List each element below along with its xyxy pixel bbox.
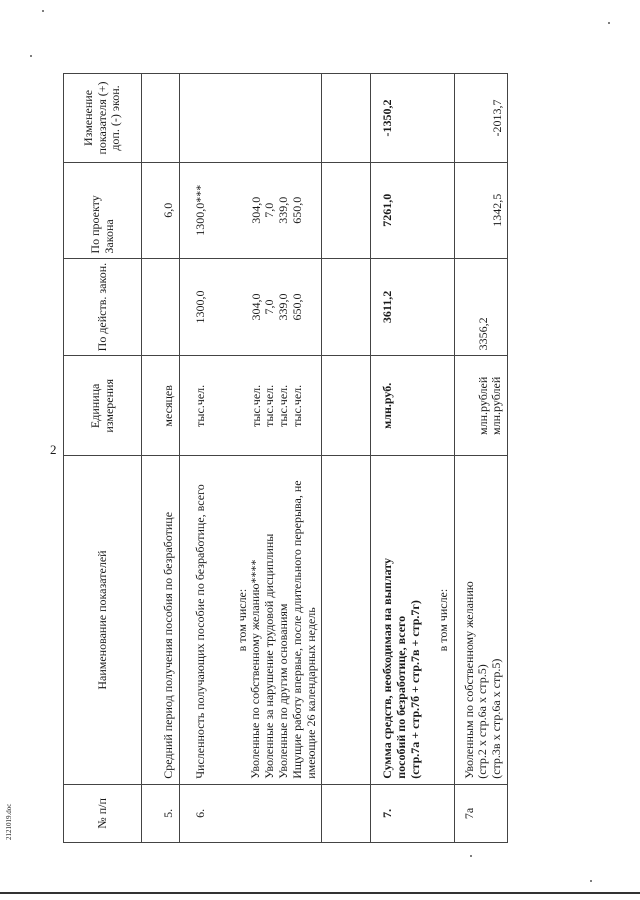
- row-unit: млн.руб.: [371, 356, 454, 456]
- row-num: 7а: [454, 784, 508, 842]
- table-row: [322, 74, 371, 843]
- row-7a-unit-l1: млн.рублей: [475, 376, 490, 435]
- row-project: [179, 163, 322, 259]
- row-num: 6.: [179, 784, 322, 842]
- row-project: 6,0: [142, 163, 180, 259]
- row-unit: месяцев: [142, 356, 180, 456]
- indicators-table: [63, 73, 508, 843]
- row-6b-name: Уволенные за нарушение трудовой дисциплины: [262, 533, 277, 779]
- table-header-row: [64, 74, 142, 843]
- table-row: [371, 74, 454, 843]
- row-unit: [454, 356, 508, 456]
- bottom-rule: [0, 892, 640, 894]
- header-current: По действ. закон.: [64, 258, 142, 356]
- row-6b-current: 7,0: [262, 299, 277, 315]
- header-change: Изменение показателя (+) доп. (-) экон.: [64, 74, 142, 163]
- row-6c-name: Уволенные по другим основаниям: [275, 603, 290, 779]
- row-7-name-l3: (стр.7а + стр.7б + стр.7в + стр.7г): [407, 600, 422, 779]
- row-project: 7261,0: [371, 163, 454, 259]
- header-name: Наименование показателей: [64, 456, 142, 784]
- header-unit: Единица измерения: [64, 356, 142, 456]
- row-6d-current: 650,0: [289, 293, 304, 321]
- table-row: [454, 74, 508, 843]
- row-6d-project: 650,0: [289, 196, 304, 224]
- row-current: 3356,2: [454, 258, 508, 356]
- row-6a-unit: тыс.чел.: [248, 384, 263, 427]
- row-6d-name: Ищущие работу впервые, после длительного перерыва, не имеющие 26 календарных недель: [289, 480, 318, 779]
- row-6b-project: 7,0: [262, 202, 277, 218]
- row-name: [454, 456, 508, 784]
- row-name: Средний период получения пособия по безработице: [142, 456, 180, 784]
- row-change: -1350,2: [371, 74, 454, 163]
- row-6c-unit: тыс.чел.: [276, 384, 291, 427]
- row-6c-project: 339,0: [276, 196, 291, 224]
- row-7a-name-l2: (стр.2 х стр.6а х стр.5): [475, 664, 490, 779]
- row-6b-unit: тыс.чел.: [262, 384, 277, 427]
- row-num-sub: [322, 784, 371, 842]
- row-7-name-l1: Сумма средств, необходимая на выплату: [380, 557, 395, 779]
- row-current: 3611,2: [371, 258, 454, 356]
- row-num: 5.: [142, 784, 180, 842]
- row-sub-spacer: [322, 74, 371, 163]
- row-name-text: Численность получающих пособие по безработице, всего: [192, 484, 207, 779]
- footer-filename: 2121019.doc: [5, 803, 13, 840]
- row-name: [371, 456, 454, 784]
- row-7a-name-l1: Уволенным по собственному желанию: [461, 581, 476, 779]
- row-6a-current: 304,0: [248, 293, 263, 321]
- row-current: [142, 258, 180, 356]
- row-6a-name: Уволенные по собственному желанию****: [248, 559, 263, 779]
- row-change: [179, 74, 322, 163]
- row-unit: [179, 356, 322, 456]
- row-6-current: 1300,0: [192, 290, 207, 324]
- row-6a-project: 304,0: [248, 196, 263, 224]
- row-sub-spacer: [322, 258, 371, 356]
- table-row: [179, 74, 322, 843]
- row-7a-name-l3: (стр.3в х стр.6а х стр.5): [489, 658, 504, 779]
- in-that-number-label: в том числе:: [435, 588, 450, 652]
- header-num: № п/п: [64, 784, 142, 842]
- row-6c-current: 339,0: [276, 293, 291, 321]
- indicators-table-wrapper: [63, 73, 565, 843]
- row-6d-unit: тыс.чел.: [289, 384, 304, 427]
- row-6-project: 1300,0***: [192, 184, 207, 236]
- row-7-name-l2: пособий по безработице, всего: [394, 615, 409, 779]
- row-7a-unit-l2: млн.рублей: [489, 376, 504, 435]
- row-num: 7.: [371, 784, 454, 842]
- table-row: [142, 74, 180, 843]
- page-number: 2: [50, 442, 57, 457]
- row-project: 1342,5: [454, 163, 508, 259]
- row-change: -2013,7: [454, 74, 508, 163]
- row-name: [179, 456, 322, 784]
- row-change: [142, 74, 180, 163]
- header-project: По проекту Закона: [64, 163, 142, 259]
- row-current: [179, 258, 322, 356]
- row-sub-spacer: [322, 456, 371, 784]
- row-6-unit: тыс.чел.: [192, 384, 207, 427]
- row-sub-spacer: [322, 356, 371, 456]
- in-that-number-label: в том числе:: [234, 588, 249, 652]
- row-sub-spacer: [322, 163, 371, 259]
